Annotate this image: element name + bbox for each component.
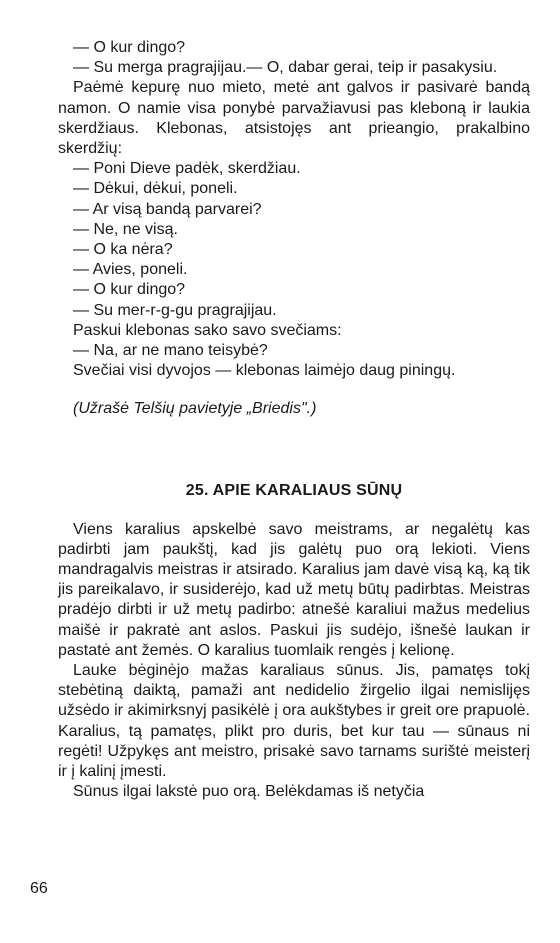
dialogue-line: — Ar visą bandą parvarei? <box>73 200 262 218</box>
dialogue-block-priest <box>58 159 530 381</box>
dialogue-line: — Ne, ne visą. <box>73 220 178 238</box>
narration-line: Svečiai visi dyvojos — klebonas laimėjo daug piningų. <box>73 362 456 380</box>
dialogue-block-top <box>58 38 530 78</box>
paragraph-return-home: Paėmė kepurę nuo mieto, metė ant galvos ir pasivarė bandą namon. O namie visa ponybė parvažiavusi pas kleboną ir laukia skerdžiaus. Klebonas, atsistojęs ant prieangio, prakalbino skerdžių: <box>58 79 530 158</box>
dialogue-line: — O kur dingo? <box>73 39 186 56</box>
story-paragraph: Sūnus ilgai lakstė puo orą. Belėkdamas iš netyčia <box>73 783 425 801</box>
dialogue-line: — Su mer-r-g-gu pragrajijau. <box>73 301 277 319</box>
story-paragraph: Lauke bėginėjo mažas karaliaus sūnus. Jis, pamatęs tokį stebėtiną daiktą, pamaži ant nedidelio žirgelio ilgai nemislijęs užsėdo ir akimirksnyj pasikėlė į ora aukštybes ir greit ore prapuolė. Karalius, tą pamatęs, plikt pro duris, bet kur tau — sūnaus ni regėti! Užpykęs ant meistro, prisakė savo tarnams surištė meisterį ir į kalinį įmesti. <box>58 662 530 781</box>
dialogue-line: — Su merga pragrajijau.— O, dabar gerai, teip ir pasakysiu. <box>73 59 498 77</box>
dialogue-line: — Poni Dieve padėk, skerdžiau. <box>73 160 301 178</box>
narration-line: Paskui klebonas sako savo svečiams: <box>73 321 342 339</box>
story-paragraph: Viens karalius apskelbė savo meistrams, ar negalėtų kas padirbti jam paukštį, kad jis galėtų puo orą lekioti. Viens mandragalvis meistras ir atsirado. Karalius jam davė visą ką, ką tik jis pareikalavo, ir susiderėjo, kad už metų būtų padirbtas. Meistras pradėjo dirbti ir už metų padirbo: atnešė karaliui mažus medelius maišė ir pakratė ant aslos. Paskui jis sudėjo, išnešė laukan ir pastatė ant žemės. O karalius tuomlaik rengės į kelionę. <box>58 520 530 659</box>
source-note: (Užrašė Telšių pavietyje „Briedis".) <box>73 400 317 418</box>
dialogue-line: — Dėkui, dėkui, poneli. <box>73 180 238 198</box>
dialogue-line: — Avies, poneli. <box>73 261 188 279</box>
dialogue-line: — O kur dingo? <box>73 281 186 299</box>
dialogue-line: — Na, ar ne mano teisybė? <box>73 342 268 360</box>
page-number: 66 <box>30 880 48 897</box>
dialogue-line: — O ka nėra? <box>73 241 173 259</box>
story-title: 25. APIE KARALIAUS SŪNŲ <box>185 481 403 499</box>
